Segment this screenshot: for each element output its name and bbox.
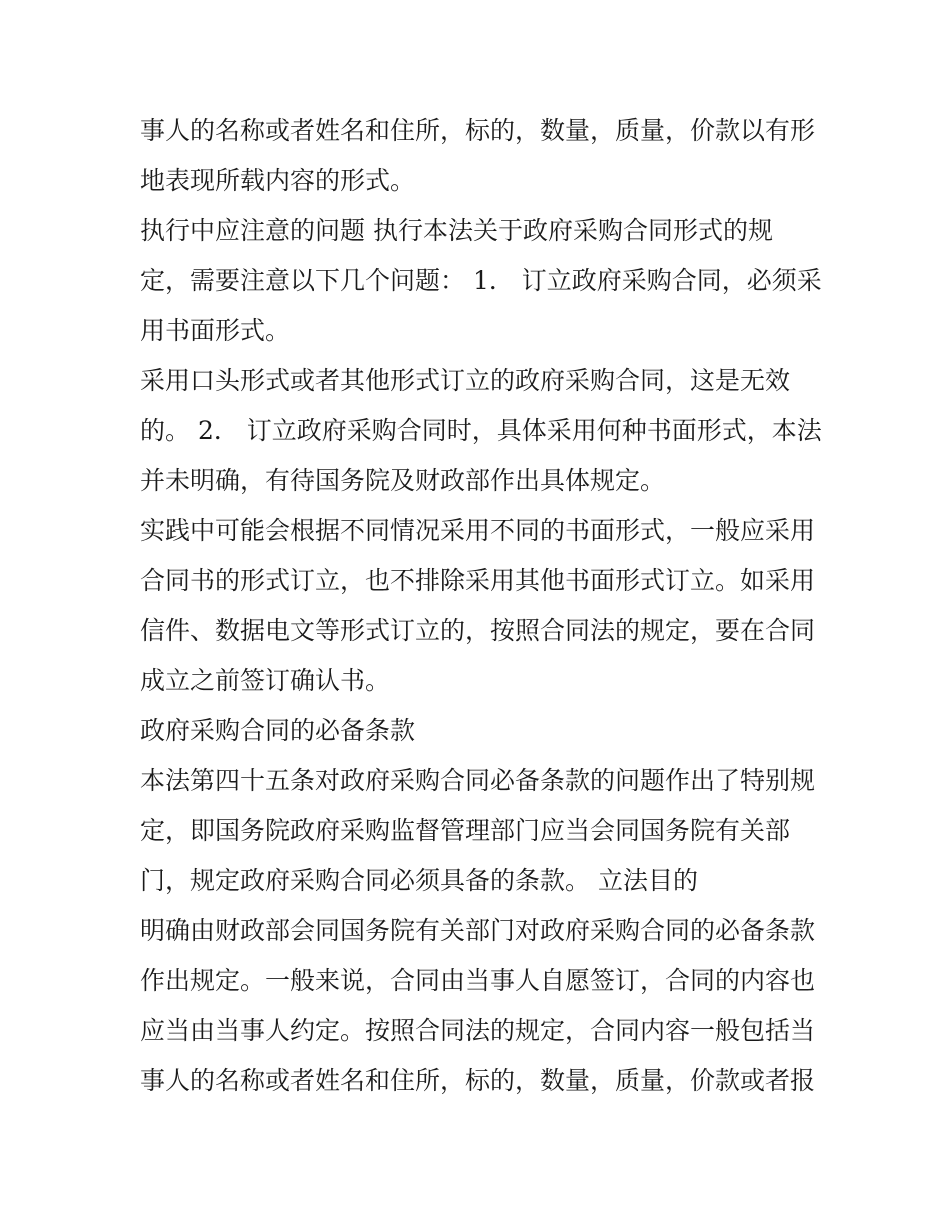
text-line: 地表现所载内容的形式。 <box>140 166 416 195</box>
text-line: 采用口头形式或者其他形式订立的政府采购合同，这是无效 <box>140 366 791 395</box>
text-line: 的。 2． 订立政府采购合同时，具体采用何种书面形式，本法 <box>140 416 822 445</box>
text-line: 门，规定政府采购合同必须具备的条款。 立法目的 <box>140 866 698 895</box>
text-line: 定，需要注意以下几个问题： 1． 订立政府采购合同，必须采 <box>140 266 822 295</box>
text-line: 定，即国务院政府采购监督管理部门应当会同国务院有关部 <box>140 816 791 845</box>
text-line: 执行中应注意的问题 执行本法关于政府采购合同形式的规 <box>140 216 773 245</box>
text-line: 合同书的形式订立，也不排除采用其他书面形式订立。如采用 <box>140 566 816 595</box>
section-heading: 政府采购合同的必备条款 <box>140 716 416 745</box>
text-line: 明确由财政部会同国务院有关部门对政府采购合同的必备条款 <box>140 916 816 945</box>
text-line: 实践中可能会根据不同情况采用不同的书面形式，一般应采用 <box>140 516 816 545</box>
body-text <box>140 106 820 1106</box>
text-line: 信件、数据电文等形式订立的，按照合同法的规定，要在合同 <box>140 616 816 645</box>
text-line: 事人的名称或者姓名和住所，标的，数量，质量，价款以有形 <box>140 116 816 145</box>
text-line: 事人的名称或者姓名和住所，标的，数量，质量，价款或者报 <box>140 1066 816 1095</box>
text-line: 用书面形式。 <box>140 316 291 345</box>
text-line: 应当由当事人约定。按照合同法的规定，合同内容一般包括当 <box>140 1016 816 1045</box>
text-line: 成立之前签订确认书。 <box>140 666 391 695</box>
text-line: 作出规定。一般来说，合同由当事人自愿签订，合同的内容也 <box>140 966 816 995</box>
text-line: 本法第四十五条对政府采购合同必备条款的问题作出了特别规 <box>140 766 816 795</box>
text-line: 并未明确，有待国务院及财政部作出具体规定。 <box>140 466 666 495</box>
